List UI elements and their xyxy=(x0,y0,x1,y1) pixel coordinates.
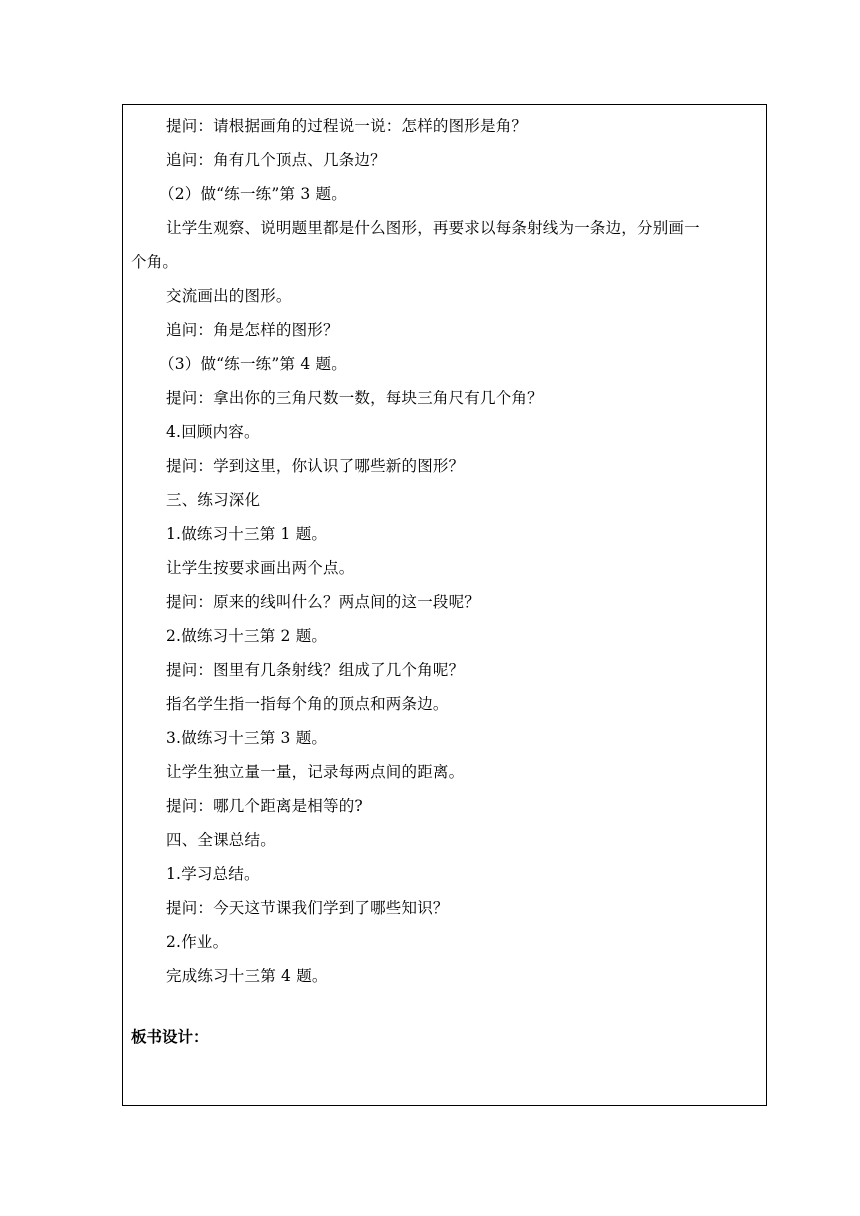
text-line: 让学生观察、说明题里都是什么图形，再要求以每条射线为一条边，分别画一 xyxy=(166,219,700,237)
text-line: （3）做“练一练”第 4 题。 xyxy=(159,355,347,373)
text-line: 提问：图里有几条射线？组成了几个角呢？ xyxy=(166,661,465,679)
section-heading: 三、练习深化 xyxy=(166,491,261,509)
text-line: 2.作业。 xyxy=(166,933,229,951)
text-line: 追问：角是怎样的图形？ xyxy=(166,321,339,339)
text-line: 1.学习总结。 xyxy=(166,865,260,883)
lesson-plan-table xyxy=(122,104,767,1106)
board-design-label: 板书设计： xyxy=(131,1027,209,1046)
text-line: 提问：哪几个距离是相等的? xyxy=(166,797,363,815)
section-heading: 四、全课总结。 xyxy=(166,831,276,849)
text-line: 1.做练习十三第 1 题。 xyxy=(166,525,328,543)
text-line: 3.做练习十三第 3 题。 xyxy=(166,729,328,747)
text-line: 让学生按要求画出两个点。 xyxy=(166,559,355,577)
text-line: 2.做练习十三第 2 题。 xyxy=(166,627,328,645)
text-line: 追问：角有几个顶点、几条边？ xyxy=(166,151,386,169)
text-line: 让学生独立量一量，记录每两点间的距离。 xyxy=(166,763,465,781)
text-line: 完成练习十三第 4 题。 xyxy=(166,967,328,985)
text-line: 提问：原来的线叫什么？两点间的这一段呢？ xyxy=(166,593,481,611)
text-line: 个角。 xyxy=(131,253,179,271)
text-line: 提问：学到这里，你认识了哪些新的图形？ xyxy=(166,457,465,475)
text-line: 4.回顾内容。 xyxy=(166,423,260,441)
text-line: 交流画出的图形。 xyxy=(166,287,292,305)
text-line: 提问：请根据画角的过程说一说：怎样的图形是角？ xyxy=(166,117,528,135)
text-line: （2）做“练一练”第 3 题。 xyxy=(159,185,347,203)
text-line: 提问：今天这节课我们学到了哪些知识？ xyxy=(166,899,449,917)
text-line: 提问：拿出你的三角尺数一数，每块三角尺有几个角？ xyxy=(166,389,543,407)
text-line: 指名学生指一指每个角的顶点和两条边。 xyxy=(166,695,449,713)
